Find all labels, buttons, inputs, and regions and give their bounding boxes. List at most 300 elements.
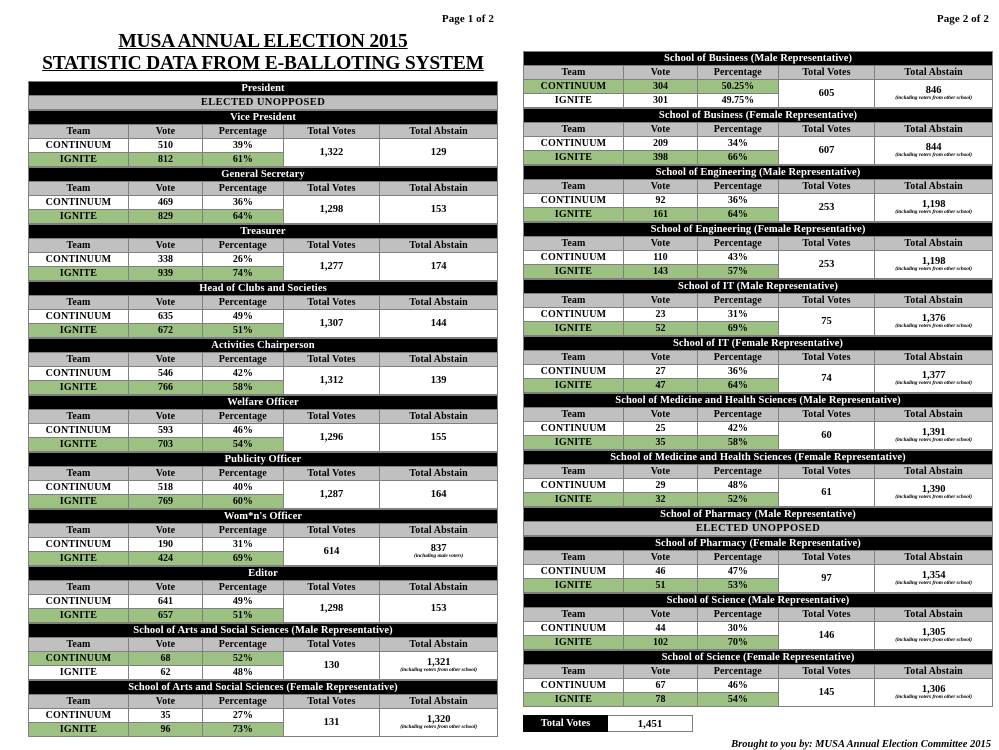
section-title-row (29, 224, 498, 238)
document-title (28, 31, 498, 75)
section-title-row (29, 509, 498, 523)
cell-vote: 25 (623, 422, 697, 436)
section-title-row (29, 623, 498, 637)
header-percentage: Percentage (202, 352, 283, 366)
results-table (28, 281, 498, 338)
header-total-votes: Total Votes (283, 181, 380, 195)
cell-percentage: 31% (697, 308, 778, 322)
cell-percentage: 64% (697, 208, 778, 222)
header-team: Team (29, 523, 129, 537)
header-total-votes: Total Votes (778, 665, 875, 679)
header-vote: Vote (623, 608, 697, 622)
cell-total-votes: 145 (778, 679, 875, 707)
header-percentage: Percentage (697, 180, 778, 194)
cell-percentage: 53% (697, 579, 778, 593)
cell-team: CONTINUUM (524, 137, 624, 151)
abstain-value: 1,306 (921, 684, 946, 696)
header-vote: Vote (128, 694, 202, 708)
results-table (523, 393, 993, 450)
cell-team: IGNITE (524, 636, 624, 650)
cell-vote: 190 (128, 537, 202, 551)
credit-line: Brought to you by: MUSA Annual Election Committee 2015 (731, 739, 991, 750)
cell-vote: 23 (623, 308, 697, 322)
table-row (524, 365, 993, 379)
results-table (28, 566, 498, 623)
cell-team: CONTINUUM (524, 251, 624, 265)
cell-team: CONTINUUM (29, 309, 129, 323)
cell-vote: 812 (128, 152, 202, 166)
cell-percentage: 58% (202, 380, 283, 394)
cell-vote: 52 (623, 322, 697, 336)
header-vote: Vote (128, 295, 202, 309)
results-table (28, 452, 498, 509)
header-total-votes: Total Votes (283, 409, 380, 423)
cell-total-abstain (875, 422, 993, 450)
column-header-row (524, 465, 993, 479)
column-header-row (29, 580, 498, 594)
header-team: Team (524, 66, 624, 80)
cell-total-votes: 1,307 (283, 309, 380, 337)
column-header-row (29, 181, 498, 195)
results-table (28, 509, 498, 566)
cell-total-abstain (380, 594, 498, 622)
abstain-value: 129 (430, 146, 447, 158)
cell-team: IGNITE (524, 436, 624, 450)
column-header-row (524, 294, 993, 308)
right-column (523, 0, 993, 750)
table-row (524, 137, 993, 151)
section-title-row (29, 566, 498, 580)
column-header-row (29, 238, 498, 252)
table-row (29, 537, 498, 551)
abstain-note: (including voters from other school) (895, 95, 972, 102)
cell-percentage: 34% (697, 137, 778, 151)
cell-total-votes: 1,322 (283, 138, 380, 166)
header-total-abstain: Total Abstain (380, 523, 498, 537)
header-total-votes: Total Votes (778, 465, 875, 479)
cell-percentage: 46% (697, 679, 778, 693)
cell-percentage: 61% (202, 152, 283, 166)
header-total-votes: Total Votes (778, 123, 875, 137)
cell-percentage: 30% (697, 622, 778, 636)
abstain-value: 1,321 (426, 656, 451, 668)
table-row (29, 195, 498, 209)
section-title-row (29, 167, 498, 181)
column-header-row (29, 694, 498, 708)
header-team: Team (29, 580, 129, 594)
cell-percentage: 52% (697, 493, 778, 507)
cell-team: CONTINUUM (524, 565, 624, 579)
title-line-2: STATISTIC DATA FROM E-BALLOTING SYSTEM (42, 52, 484, 74)
cell-vote: 304 (623, 80, 697, 94)
cell-team: CONTINUUM (524, 679, 624, 693)
cell-team: IGNITE (29, 266, 129, 280)
cell-total-votes: 131 (283, 708, 380, 736)
header-vote: Vote (128, 181, 202, 195)
section-title: School of IT (Female Representative) (524, 337, 993, 351)
abstain-note: (including voters from other school) (895, 437, 972, 444)
abstain-note: (including voters from other school) (895, 323, 972, 330)
cell-percentage: 27% (202, 708, 283, 722)
header-percentage: Percentage (697, 123, 778, 137)
column-header-row (524, 665, 993, 679)
section-title: School of Arts and Social Sciences (Female Representative) (29, 680, 498, 694)
results-table (28, 680, 498, 737)
cell-percentage: 70% (697, 636, 778, 650)
cell-percentage: 31% (202, 537, 283, 551)
cell-vote: 67 (623, 679, 697, 693)
cell-percentage: 73% (202, 722, 283, 736)
header-percentage: Percentage (202, 295, 283, 309)
header-percentage: Percentage (202, 181, 283, 195)
page-label-right: Page 2 of 2 (936, 13, 989, 25)
abstain-value: 144 (430, 317, 447, 329)
header-total-abstain: Total Abstain (380, 580, 498, 594)
abstain-value: 1,390 (921, 484, 946, 496)
abstain-value: 174 (430, 260, 447, 272)
cell-team: IGNITE (524, 493, 624, 507)
cell-total-abstain (380, 309, 498, 337)
header-team: Team (29, 637, 129, 651)
header-vote: Vote (128, 580, 202, 594)
cell-team: IGNITE (29, 323, 129, 337)
header-vote: Vote (623, 180, 697, 194)
header-percentage: Percentage (697, 608, 778, 622)
header-vote: Vote (128, 523, 202, 537)
section-title-row (29, 338, 498, 352)
cell-team: CONTINUUM (29, 195, 129, 209)
cell-total-abstain (380, 480, 498, 508)
abstain-note: (including voters from other school) (895, 494, 972, 501)
cell-vote: 96 (128, 722, 202, 736)
unopposed-label: ELECTED UNOPPOSED (524, 522, 993, 536)
abstain-note: (including voters from other school) (895, 152, 972, 159)
section-title: School of IT (Male Representative) (524, 280, 993, 294)
header-vote: Vote (128, 637, 202, 651)
header-total-votes: Total Votes (778, 180, 875, 194)
abstain-note: (including voters from other school) (895, 209, 972, 216)
cell-percentage: 51% (202, 323, 283, 337)
cell-team: IGNITE (29, 722, 129, 736)
cell-team: CONTINUUM (29, 252, 129, 266)
cell-percentage: 39% (202, 138, 283, 152)
abstain-value: 1,198 (921, 256, 946, 268)
abstain-value: 1,391 (921, 427, 946, 439)
table-row (29, 651, 498, 665)
section-title-row (29, 452, 498, 466)
cell-vote: 703 (128, 437, 202, 451)
section-title: Vice President (29, 110, 498, 124)
cell-percentage: 64% (697, 379, 778, 393)
header-percentage: Percentage (697, 465, 778, 479)
header-team: Team (524, 351, 624, 365)
section-title: General Secretary (29, 167, 498, 181)
header-vote: Vote (623, 465, 697, 479)
results-table (523, 222, 993, 279)
grand-total-value: 1,451 (608, 715, 693, 732)
header-team: Team (29, 181, 129, 195)
table-row (524, 679, 993, 693)
header-total-abstain: Total Abstain (875, 408, 993, 422)
column-header-row (29, 523, 498, 537)
cell-vote: 546 (128, 366, 202, 380)
cell-vote: 78 (623, 693, 697, 707)
cell-vote: 338 (128, 252, 202, 266)
section-title-row (29, 81, 498, 95)
section-title: School of Medicine and Health Sciences (Male Representative) (524, 394, 993, 408)
header-total-abstain: Total Abstain (875, 351, 993, 365)
section-title: School of Pharmacy (Male Representative) (524, 508, 993, 522)
cell-total-votes: 74 (778, 365, 875, 393)
cell-vote: 424 (128, 551, 202, 565)
cell-total-abstain (875, 194, 993, 222)
page-label-left: Page 1 of 2 (441, 13, 494, 25)
header-total-votes: Total Votes (283, 523, 380, 537)
cell-vote: 35 (623, 436, 697, 450)
cell-percentage: 60% (202, 494, 283, 508)
cell-vote: 657 (128, 608, 202, 622)
cell-percentage: 36% (202, 195, 283, 209)
cell-total-votes: 60 (778, 422, 875, 450)
results-table (28, 110, 498, 167)
unopposed-row (524, 522, 993, 536)
table-row (29, 708, 498, 722)
cell-percentage: 49% (202, 594, 283, 608)
left-column (28, 0, 498, 737)
header-vote: Vote (128, 409, 202, 423)
header-team: Team (524, 294, 624, 308)
cell-total-votes: 130 (283, 651, 380, 679)
cell-team: IGNITE (524, 322, 624, 336)
cell-percentage: 69% (697, 322, 778, 336)
abstain-value: 1,305 (921, 627, 946, 639)
header-vote: Vote (623, 294, 697, 308)
cell-vote: 51 (623, 579, 697, 593)
cell-total-abstain (380, 195, 498, 223)
abstain-value: 1,198 (921, 199, 946, 211)
header-total-abstain: Total Abstain (380, 352, 498, 366)
unopposed-label: ELECTED UNOPPOSED (29, 95, 498, 109)
header-total-votes: Total Votes (283, 124, 380, 138)
results-table (28, 224, 498, 281)
cell-total-abstain (875, 622, 993, 650)
header-total-votes: Total Votes (283, 694, 380, 708)
cell-total-abstain (875, 365, 993, 393)
header-team: Team (524, 237, 624, 251)
header-vote: Vote (623, 351, 697, 365)
header-total-abstain: Total Abstain (380, 181, 498, 195)
cell-total-abstain (875, 479, 993, 507)
header-team: Team (29, 694, 129, 708)
header-total-votes: Total Votes (778, 608, 875, 622)
header-vote: Vote (128, 352, 202, 366)
cell-percentage: 66% (697, 151, 778, 165)
header-total-abstain: Total Abstain (380, 124, 498, 138)
cell-team: CONTINUUM (29, 594, 129, 608)
header-vote: Vote (128, 466, 202, 480)
table-row (29, 480, 498, 494)
header-team: Team (29, 466, 129, 480)
section-title-row (29, 395, 498, 409)
header-percentage: Percentage (202, 409, 283, 423)
cell-vote: 62 (128, 665, 202, 679)
cell-total-abstain (875, 80, 993, 108)
cell-percentage: 42% (697, 422, 778, 436)
section-title-row (29, 680, 498, 694)
cell-total-votes: 1,277 (283, 252, 380, 280)
cell-total-abstain (380, 708, 498, 736)
cell-vote: 593 (128, 423, 202, 437)
cell-percentage: 64% (202, 209, 283, 223)
header-total-abstain: Total Abstain (380, 466, 498, 480)
table-row (29, 366, 498, 380)
table-row (524, 479, 993, 493)
results-table (523, 165, 993, 222)
cell-vote: 29 (623, 479, 697, 493)
header-total-abstain: Total Abstain (380, 694, 498, 708)
header-total-abstain: Total Abstain (875, 551, 993, 565)
cell-percentage: 69% (202, 551, 283, 565)
results-table (523, 507, 993, 536)
cell-vote: 46 (623, 565, 697, 579)
cell-total-votes: 146 (778, 622, 875, 650)
header-total-abstain: Total Abstain (380, 238, 498, 252)
cell-team: IGNITE (29, 608, 129, 622)
results-table (523, 650, 993, 707)
cell-vote: 35 (128, 708, 202, 722)
table-row (29, 594, 498, 608)
cell-team: IGNITE (524, 94, 624, 108)
cell-total-votes: 1,298 (283, 594, 380, 622)
table-row (29, 309, 498, 323)
section-title-row (29, 110, 498, 124)
cell-team: CONTINUUM (524, 308, 624, 322)
cell-percentage: 54% (697, 693, 778, 707)
cell-team: IGNITE (29, 551, 129, 565)
column-header-row (29, 295, 498, 309)
section-title: School of Science (Male Representative) (524, 594, 993, 608)
header-percentage: Percentage (697, 351, 778, 365)
header-vote: Vote (623, 408, 697, 422)
abstain-value: 139 (430, 374, 447, 386)
section-title: School of Medicine and Health Sciences (Female Representative) (524, 451, 993, 465)
column-header-row (524, 551, 993, 565)
cell-total-votes: 605 (778, 80, 875, 108)
cell-team: IGNITE (29, 437, 129, 451)
cell-vote: 766 (128, 380, 202, 394)
cell-team: IGNITE (524, 265, 624, 279)
header-vote: Vote (623, 66, 697, 80)
section-title: School of Business (Female Representative) (524, 109, 993, 123)
header-total-abstain: Total Abstain (875, 294, 993, 308)
cell-team: IGNITE (524, 208, 624, 222)
cell-percentage: 50.25% (697, 80, 778, 94)
cell-total-votes: 614 (283, 537, 380, 565)
column-header-row (524, 123, 993, 137)
header-team: Team (524, 665, 624, 679)
results-table (523, 593, 993, 650)
cell-vote: 27 (623, 365, 697, 379)
header-percentage: Percentage (202, 238, 283, 252)
column-header-row (524, 180, 993, 194)
header-total-votes: Total Votes (283, 238, 380, 252)
header-total-abstain: Total Abstain (380, 295, 498, 309)
table-row (524, 251, 993, 265)
results-table (523, 108, 993, 165)
cell-vote: 92 (623, 194, 697, 208)
column-header-row (524, 237, 993, 251)
cell-percentage: 43% (697, 251, 778, 265)
cell-vote: 44 (623, 622, 697, 636)
header-total-abstain: Total Abstain (875, 237, 993, 251)
results-table (28, 338, 498, 395)
cell-vote: 32 (623, 493, 697, 507)
section-title: Editor (29, 566, 498, 580)
header-team: Team (524, 465, 624, 479)
section-title-row (524, 109, 993, 123)
section-title-row (524, 166, 993, 180)
cell-total-abstain (875, 251, 993, 279)
abstain-value: 164 (430, 488, 447, 500)
header-vote: Vote (128, 238, 202, 252)
cell-percentage: 58% (697, 436, 778, 450)
abstain-note: (including voters from other school) (400, 723, 477, 730)
cell-team: CONTINUUM (29, 651, 129, 665)
cell-percentage: 57% (697, 265, 778, 279)
cell-percentage: 36% (697, 194, 778, 208)
cell-team: IGNITE (524, 579, 624, 593)
results-table (523, 336, 993, 393)
header-total-abstain: Total Abstain (875, 66, 993, 80)
header-team: Team (524, 180, 624, 194)
section-title-row (524, 508, 993, 522)
column-header-row (29, 637, 498, 651)
cell-team: IGNITE (524, 693, 624, 707)
header-team: Team (29, 238, 129, 252)
table-row (524, 80, 993, 94)
section-title: Wom*n's Officer (29, 509, 498, 523)
abstain-value: 1,376 (921, 313, 946, 325)
cell-total-votes: 97 (778, 565, 875, 593)
section-title-row (524, 337, 993, 351)
cell-total-votes: 607 (778, 137, 875, 165)
header-percentage: Percentage (202, 637, 283, 651)
section-title: School of Pharmacy (Female Representative) (524, 537, 993, 551)
results-table (523, 279, 993, 336)
cell-team: CONTINUUM (524, 80, 624, 94)
grand-total-label: Total Votes (523, 715, 608, 732)
title-line-1: MUSA ANNUAL ELECTION 2015 (118, 31, 408, 52)
cell-total-votes: 1,312 (283, 366, 380, 394)
cell-vote: 829 (128, 209, 202, 223)
cell-percentage: 46% (202, 423, 283, 437)
cell-team: CONTINUUM (29, 537, 129, 551)
cell-total-votes: 253 (778, 194, 875, 222)
header-team: Team (524, 608, 624, 622)
cell-total-votes: 1,287 (283, 480, 380, 508)
cell-vote: 510 (128, 138, 202, 152)
table-row (524, 308, 993, 322)
cell-vote: 102 (623, 636, 697, 650)
cell-vote: 469 (128, 195, 202, 209)
cell-percentage: 26% (202, 252, 283, 266)
cell-total-abstain (380, 366, 498, 394)
header-team: Team (29, 124, 129, 138)
cell-vote: 769 (128, 494, 202, 508)
cell-team: IGNITE (29, 665, 129, 679)
header-total-votes: Total Votes (283, 352, 380, 366)
header-total-votes: Total Votes (778, 66, 875, 80)
